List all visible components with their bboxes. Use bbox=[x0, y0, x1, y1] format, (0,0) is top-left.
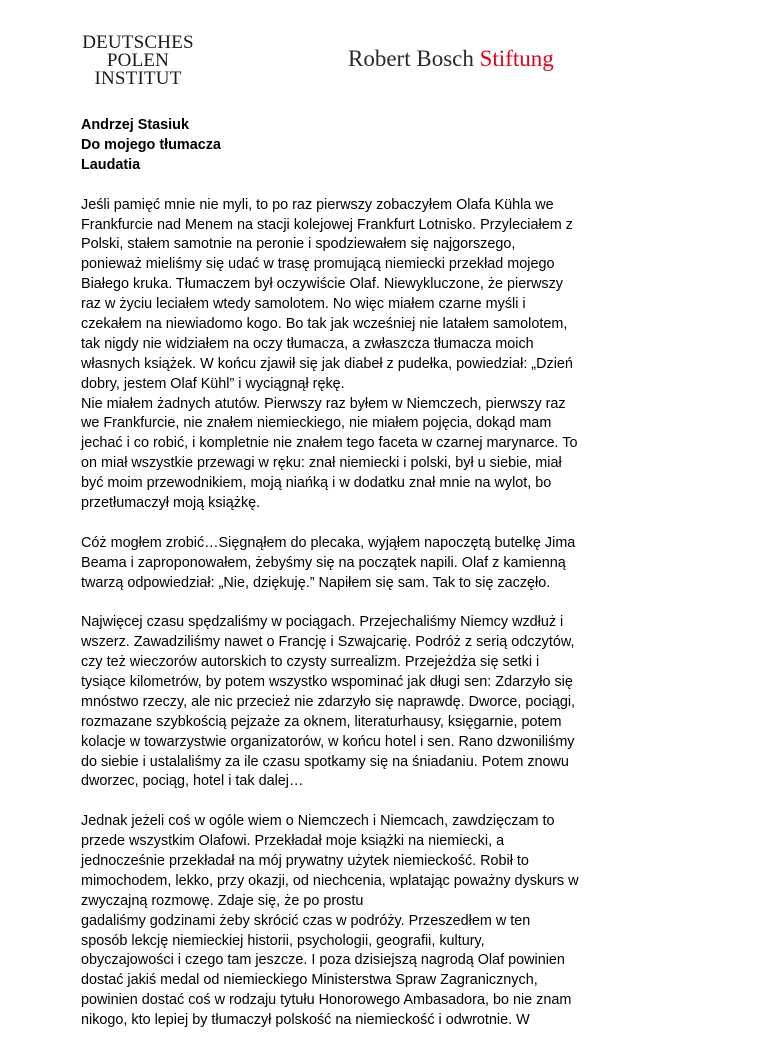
document-body bbox=[81, 116, 691, 1051]
text-line: ponieważ mieliśmy się udać w trasę promującą niemiecki przekład mojego bbox=[81, 256, 555, 273]
text-line: jechać i co robić, i kompletnie nie znałem tego faceta w czarnej marynarce. To bbox=[81, 435, 578, 452]
paragraph bbox=[81, 613, 691, 792]
text-line: czy też wieczorów autorskich to czysty surrealizm. Przejeżdża się setki i bbox=[81, 654, 540, 671]
text-line: czekałem na niewiadomo kogo. Bo tak jak wcześniej nie latałem samolotem, bbox=[81, 315, 568, 332]
text-line: Najwięcej czasu spędzaliśmy w pociągach. Przejechaliśmy Niemcy wzdłuż i bbox=[81, 614, 564, 631]
text-line: obyczajowości i czego tam jeszcze. I poza dzisiejszą nagrodą Olaf powinien bbox=[81, 952, 565, 969]
text-line: Jeśli pamięć mnie nie myli, to po raz pierwszy zobaczyłem Olafa Kühla we bbox=[81, 196, 554, 213]
paragraph bbox=[81, 534, 691, 594]
text-line: Nie miałem żadnych atutów. Pierwszy raz byłem w Niemczech, pierwszy raz bbox=[81, 395, 566, 412]
robert-bosch-stiftung-logo bbox=[348, 46, 554, 72]
text-line: przetłumaczył moją książkę. bbox=[81, 494, 261, 511]
text-line: do siebie i ustalaliśmy za ile czasu spotkamy się na śniadaniu. Potem znowu bbox=[81, 753, 569, 770]
text-line: sposób lekcję niemieckiej historii, psychologii, geografii, kultury, bbox=[81, 932, 485, 949]
text-line: powinien dostać coś w rodzaju tytułu Honorowego Ambasadora, bo nie znam bbox=[81, 992, 572, 1009]
text-line: Beama i zaproponowałem, żebyśmy się na początek napili. Olaf z kamienną bbox=[81, 554, 566, 571]
text-line: wszerz. Zawadziliśmy nawet o Francję i Szwajcarię. Podróż z serią odczytów, bbox=[81, 634, 575, 651]
text-line: kolacje w towarzystwie organizatorów, w końcu hotel i sen. Rano dzwoniliśmy bbox=[81, 733, 575, 750]
text-line: rozmazane szybkością pejzaże za oknem, literaturhausy, księgarnie, potem bbox=[81, 713, 562, 730]
logo-dpi-line-1: DEUTSCHES bbox=[82, 32, 194, 53]
logo-rbs-main: Robert Bosch bbox=[348, 46, 474, 71]
text-line: nikogo, kto lepiej by tłumaczył polskość na niemieckość i odwrotnie. W bbox=[81, 1012, 530, 1029]
text-line: dostać jakiś medal od niemieckiego Ministerstwa Spraw Zagranicznych, bbox=[81, 972, 538, 989]
logo-rbs-accent: Stiftung bbox=[479, 46, 554, 71]
text-line: mnóstwo rzeczy, ale nic przecież nie zdarzyło się naprawdę. Dworce, pociągi, bbox=[81, 693, 576, 710]
paragraphs-container bbox=[81, 196, 691, 1031]
text-line: Cóż mogłem zrobić…Sięgnąłem do plecaka, wyjąłem napoczętą butelkę Jima bbox=[81, 534, 576, 551]
text-line: twarzą odpowiedział: „Nie, dziękuję.” Napiłem się sam. Tak to się zaczęło. bbox=[81, 574, 551, 591]
text-line: Frankfurcie nad Menem na stacji kolejowej Frankfurt Lotnisko. Przyleciałem z bbox=[81, 216, 573, 233]
text-line: jednocześnie przekładał na mój prywatny użytek niemieckość. Robił to bbox=[81, 853, 529, 869]
text-line: być moim przewodnikiem, moją niańką i w dodatku znał mnie na wylot, bo bbox=[81, 475, 552, 492]
author-name: Andrzej Stasiuk bbox=[81, 117, 189, 133]
text-line: tak nigdy nie widziałem na oczy tłumacza, a zwłaszcza tłumacza moich bbox=[81, 335, 534, 352]
text-line: mimochodem, lekko, przy okazji, od niechcenia, wplatając poważny dyskurs w bbox=[81, 872, 579, 889]
logo-dpi-line-3: INSTITUT bbox=[94, 68, 182, 89]
text-line: tysiące kilometrów, by potem wszystko wspominać jak długi sen: Zdarzyło się bbox=[81, 673, 573, 690]
document-subtitle: Laudatia bbox=[81, 156, 141, 173]
text-line: Jednak jeżeli coś w ogóle wiem o Niemczech i Niemcach, zawdzięczam to bbox=[81, 813, 555, 830]
text-line: zwyczajną rozmowę. Zdaje się, że po prostu bbox=[81, 892, 364, 909]
text-line: przede wszystkim Olafowi. Przekładał moje książki na niemiecki, a bbox=[81, 833, 505, 850]
text-line: dworzec, pociąg, hotel i tak dalej… bbox=[81, 773, 304, 790]
paragraph bbox=[81, 812, 691, 1031]
document-title: Do mojego tłumacza bbox=[81, 136, 221, 153]
text-line: Polski, stałem samotnie na peronie i spodziewałem się najgorszego, bbox=[81, 236, 516, 253]
text-line: Białego kruka. Tłumaczem był oczywiście Olaf. Niewykluczone, że pierwszy bbox=[81, 276, 563, 293]
text-line: dobry, jestem Olaf Kühl” i wyciągnął rękę. bbox=[81, 375, 345, 392]
document-heading bbox=[81, 116, 691, 176]
text-line: on miał wszystkie przewagi w ręku: znał niemiecki i polski, był u siebie, miał bbox=[81, 455, 562, 472]
text-line: we Frankfurcie, nie znałem niemieckiego, nie miałem pojęcia, dokąd mam bbox=[81, 415, 552, 432]
paragraph bbox=[81, 196, 691, 514]
logo-dpi-line-2: POLEN bbox=[106, 50, 170, 71]
text-line: gadaliśmy godzinami żeby skrócić czas w podróży. Przeszedłem w ten bbox=[81, 912, 531, 929]
text-line: własnych książek. W końcu zjawił się jak diabeł z pudełka, powiedział: „Dzień bbox=[81, 355, 573, 372]
text-line: raz w życiu leciałem wtedy samolotem. No więc miałem czarne myśli i bbox=[81, 296, 526, 313]
deutsches-polen-institut-logo bbox=[78, 34, 198, 88]
